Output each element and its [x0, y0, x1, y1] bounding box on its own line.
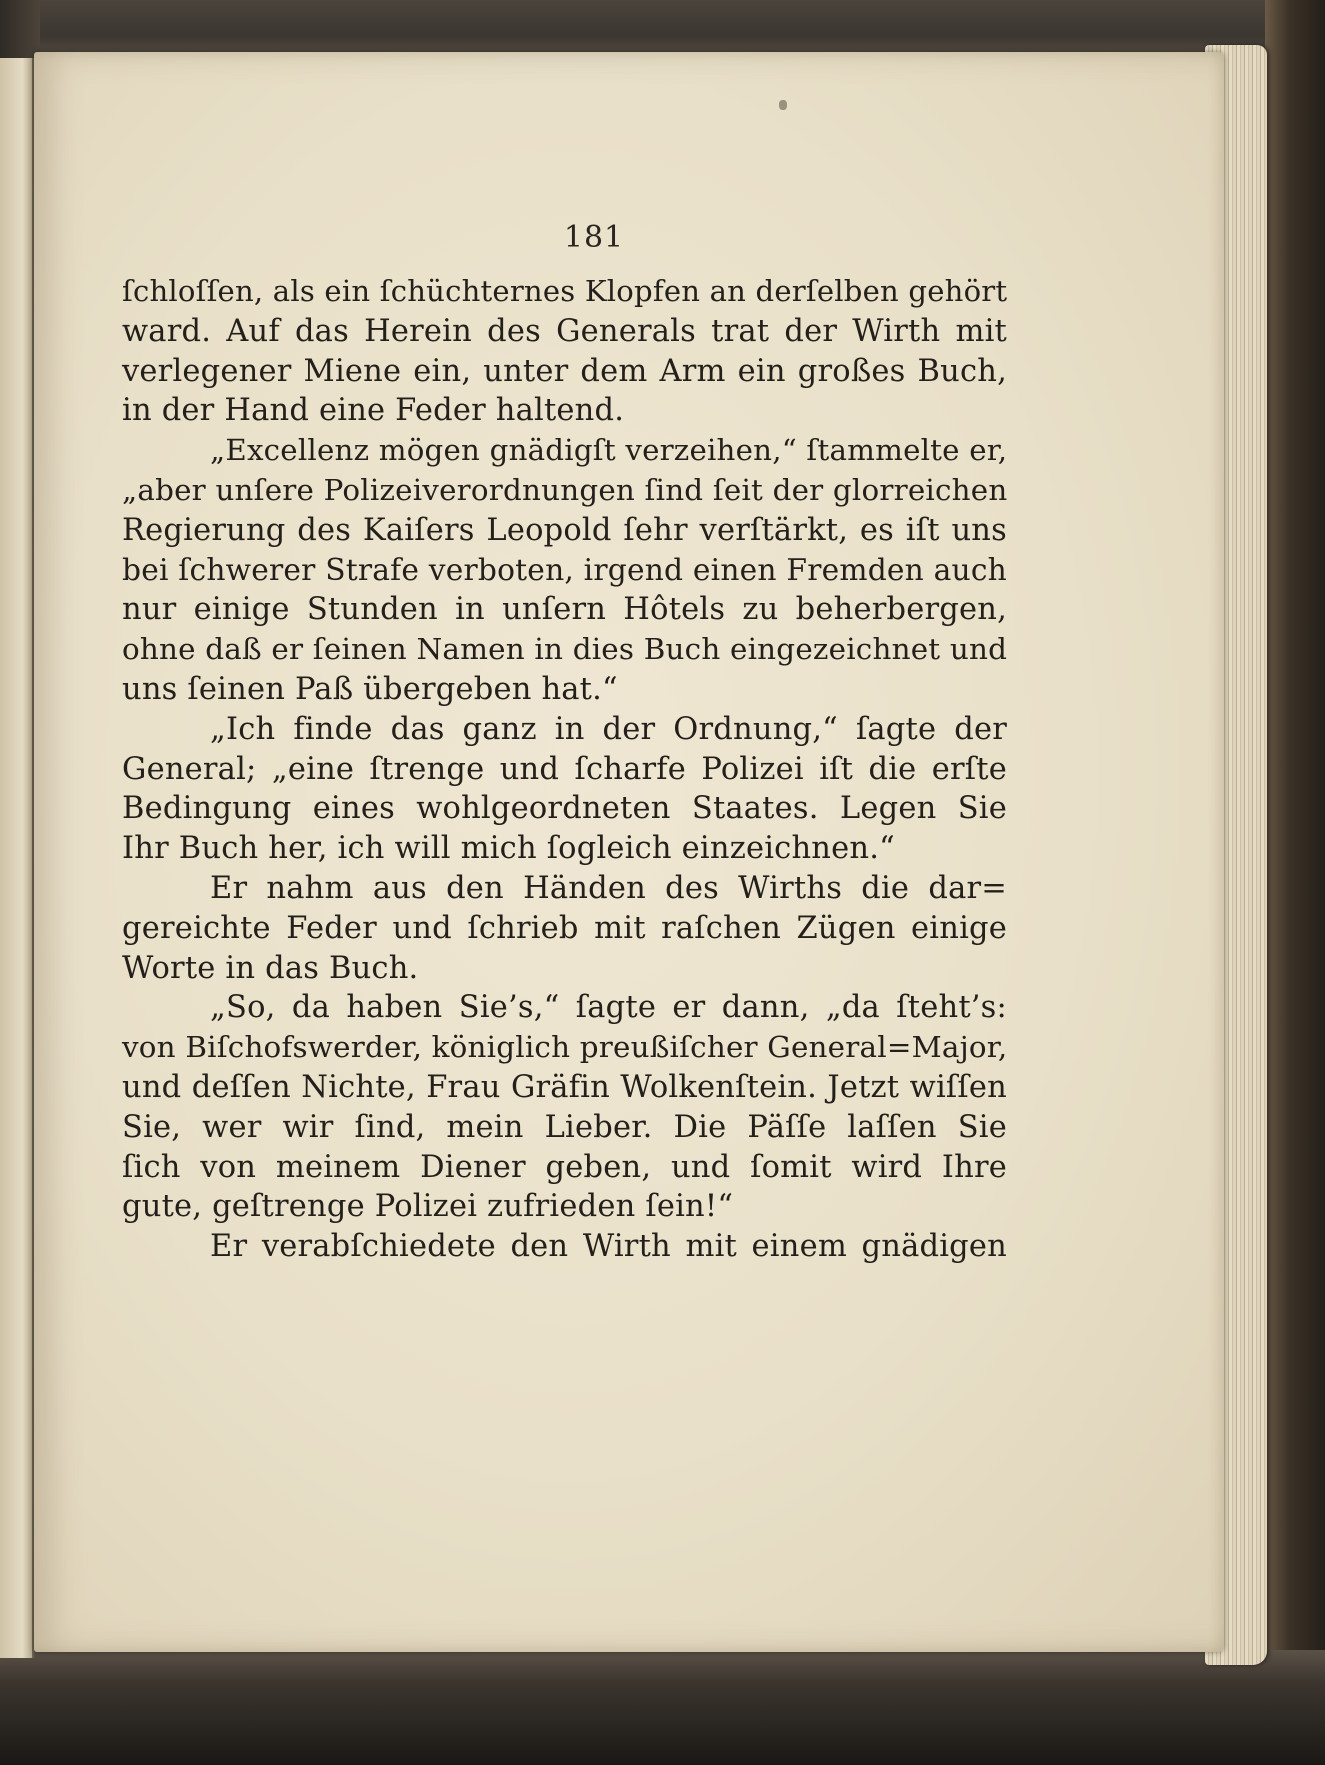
book-cover-bottom — [0, 1650, 1325, 1765]
page-text — [122, 272, 1007, 1267]
text-line: Sie, wer wir ſind, mein Lieber. Die Päſſe laſſen Sie — [122, 1109, 1007, 1145]
text-line: Bedingung eines wohlgeordneten Staates. Legen Sie — [122, 791, 1007, 827]
text-line: Er nahm aus den Händen des Wirths die dar= — [210, 870, 1007, 906]
text-line: Worte in das Buch. — [122, 950, 419, 986]
text-line: ſich von meinem Diener geben, und ſomit wird Ihre — [122, 1149, 1007, 1185]
text-line: und deſſen Nichte, Frau Gräfin Wolkenſtein. Jetzt wiſſen — [122, 1069, 1007, 1105]
text-line: verlegener Miene ein, unter dem Arm ein großes Buch, — [122, 353, 1007, 389]
text-line: „Excellenz mögen gnädigſt verzeihen,“ ſtammelte er, — [210, 433, 1008, 468]
text-line: von Biſchofswerder, königlich preußiſcher General=Major, — [122, 1030, 1008, 1065]
text-line: „Ich finde das ganz in der Ordnung,“ ſagte der — [210, 711, 1007, 747]
book-page — [34, 52, 1224, 1652]
left-page-edge — [0, 58, 34, 1658]
text-line: gereichte Feder und ſchrieb mit raſchen Zügen einige — [122, 910, 1007, 946]
text-line: Regierung des Kaiſers Leopold ſehr verſtärkt, es iſt uns — [122, 512, 1007, 548]
text-line: General; „eine ſtrenge und ſcharfe Polizei iſt die erſte — [122, 751, 1007, 787]
text-line: uns ſeinen Paß übergeben hat.“ — [122, 671, 618, 707]
text-line: ohne daß er ſeinen Namen in dies Buch eingezeichnet und — [122, 632, 1008, 667]
text-line: in der Hand eine Feder haltend. — [122, 393, 625, 429]
book-cover-top — [0, 0, 1325, 60]
text-line: ſchloſſen, als ein ſchüchternes Klopfen an derſelben gehört — [122, 274, 1008, 308]
text-line: nur einige Stunden in unſern Hôtels zu beherbergen, — [122, 592, 1007, 628]
book-cover-right — [1265, 0, 1325, 1765]
page-number: 181 — [563, 220, 625, 255]
text-line: ward. Auf das Herein des Generals trat der Wirth mit — [122, 313, 1007, 349]
text-line: Er verabſchiedete den Wirth mit einem gnädigen — [210, 1229, 1007, 1265]
text-line: „So, da haben Sie’s,“ ſagte er dann, „da ſteht’s: — [210, 990, 1007, 1026]
text-line: Ihr Buch her, ich will mich ſogleich einzeichnen.“ — [122, 831, 895, 867]
text-line: bei ſchwerer Strafe verboten, irgend einen Fremden auch — [122, 552, 1007, 588]
paper-speck — [779, 100, 787, 110]
text-line: gute, geſtrenge Polizei zufrieden ſein!“ — [122, 1189, 734, 1225]
text-line: „aber unſere Polizeiverordnungen ſind ſeit der glorreichen — [122, 472, 1008, 507]
